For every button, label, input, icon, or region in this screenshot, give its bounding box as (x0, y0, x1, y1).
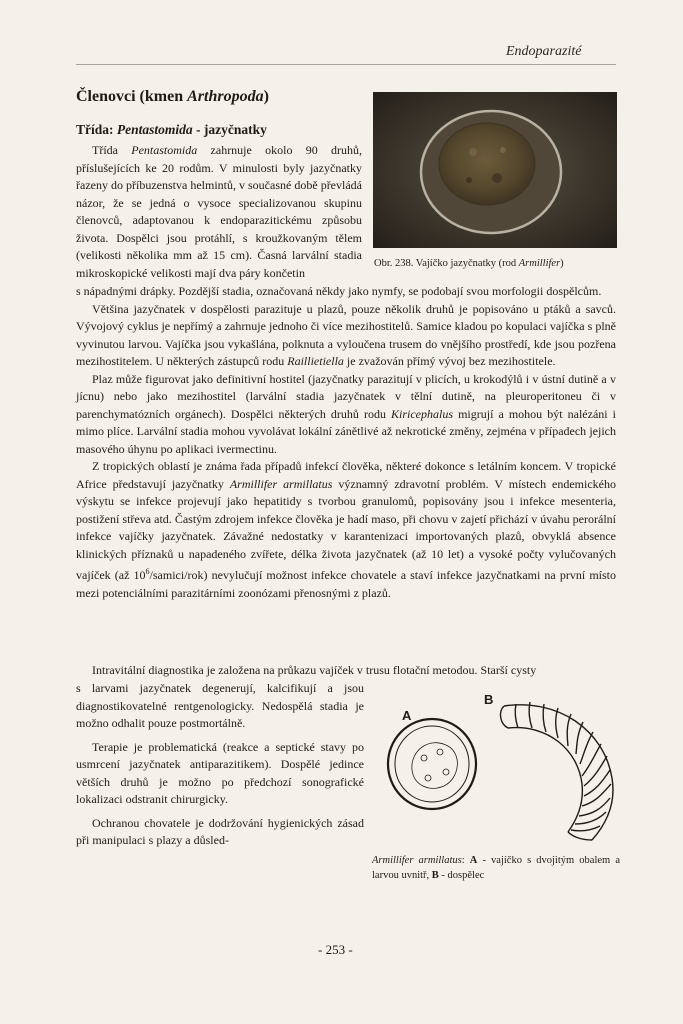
paragraph-diagnostics-lead: Intravitální diagnostika je založena na průkazu vajíček v trusu flotační metodou. Starší cysty (92, 663, 537, 677)
section-title: Členovci (kmen Arthropoda) (76, 88, 269, 105)
paragraphs-main (76, 283, 616, 602)
paragraph-pathology: Plaz může figurovat jako definitivní hostitel (jazyčnatky parazitují v plicích, u krokodýlů i v ústní dutině a v jícnu) nebo jako mezihostitel (larvální stadia jazyčnatek v tělní dutině, na pleuroperitoneu či v parenchymatózních orgánech). Dospělci některých druhů rodu Kiricephalus migrují a mohou být nalézáni i mimo plíce. Larvální stadia mohou vyvolávat lokální zánětlivé až nekrotické změny, zejména v případech jejich masového úhynu po aplikaci ivermectinu. (76, 371, 616, 456)
figure-238-caption: Obr. 238. Vajíčko jazyčnatky (rod Armillifer) (374, 258, 564, 269)
paragraph-prevention: Ochranou chovatele je dodržování hygienických zásad při manipulaci s plazy a důsled- (76, 815, 364, 847)
armillifer-drawing (372, 690, 618, 845)
egg-photo (373, 92, 617, 248)
paragraph-diagnostics: s larvami jazyčnatek degenerují, kalcifikují a jsou diagnostikovatelné rentgenologicky. Nedospělá stadia je možno odhalit pouze postmortálně. (76, 681, 364, 730)
running-head: Endoparazité (506, 44, 582, 59)
paragraph-zoonosis: Z tropických oblastí je známa řada případů infekcí člověka, některé dokonce s letálním koncem. V tropické Africe představují jazyčnatky Armillifer armillatus významný zdravotní problém. V místech endemického výskytu se infekce projevují jako hepatitidy s tvorbou granulomů, popisovány jsou i infekce mesenteria, postižení střeva atd. Častým zdrojem infekce člověka je hadí maso, při chovu v zajetí přichází v úvahu perorální infekce vajíčky jazyčnatek. Závažné nedostatky v karantenizaci importovaných plazů, obvyklá absence klinických příznaků u napadeného zvířete, délka života jazyčnatek (až 10 let) a vysoké počty vylučovaných vajíček (až $10^6/samici/rok$) nevylučují možnost infekce chovatele a staví infekce jazyčnatkami na první místo mezi potenciálními parazitárními zoonózami přenosnými z plazů. (76, 459, 617, 600)
page-number: - 253 - (318, 942, 353, 957)
paragraph-therapy: Terapie je problematická (reakce a septické stavy po usmrcení jazyčnatek antiparazitikem). Dospělé jedince větších druhů je možno po předchozí sonografické lokalizaci odstranit chirurgicky. (76, 739, 364, 806)
paragraph-hosts: Většina jazyčnatek v dospělosti parazituje u plazů, pouze několik druhů je popisováno u ptáků a savců. Vývojový cyklus je nepřímý a zahrnuje jednoho či více mezihostitelů. Samice kladou po kopulaci vajíčka s plně vyvinutou larvou. Vajíčka jsou vykašlána, polknuta a vyloučena trusem do vnějšího prostředí, kde jsou pozřena mezihostitelem. U některých zástupců rodu Raillietiella je zvažován přímý vývoj bez mezihostitele. (76, 301, 616, 368)
paragraph-intro-continued: s nápadnými drápky. Pozdější stadia, označovaná někdy jako nymfy, se podobají svou morfologii dospělcům. (76, 284, 602, 298)
label-a: A (402, 708, 412, 723)
subsection-title: Třída: Pentastomida - jazyčnatky (76, 122, 267, 137)
paragraph-intro: Třída Pentastomida zahrnuje okolo 90 druhů, příslušejících ke 20 rodům. V minulosti byly jazyčnatky řazeny do příbuzenstva helmintů, v současné době převládá názor, že se jedná o vysoce specializovanou skupinu členovců, adaptovanou k endoparazitickému způsobu života. Dospělci jsou protáhlí, s kroužkovaným tělem (velikosti několika mm až 15 cm). Časná larvální stadia mikroskopické velikosti mají dva páry končetin (76, 143, 362, 280)
label-b: B (484, 692, 494, 707)
adult-worm (501, 702, 614, 840)
paragraphs-left-column (76, 680, 364, 850)
figure-drawing-caption: Armillifer armillatus: A - vajíčko s dvojitým obalem a larvou uvnitř, B - dospělec (372, 855, 620, 881)
header-rule (76, 64, 616, 65)
